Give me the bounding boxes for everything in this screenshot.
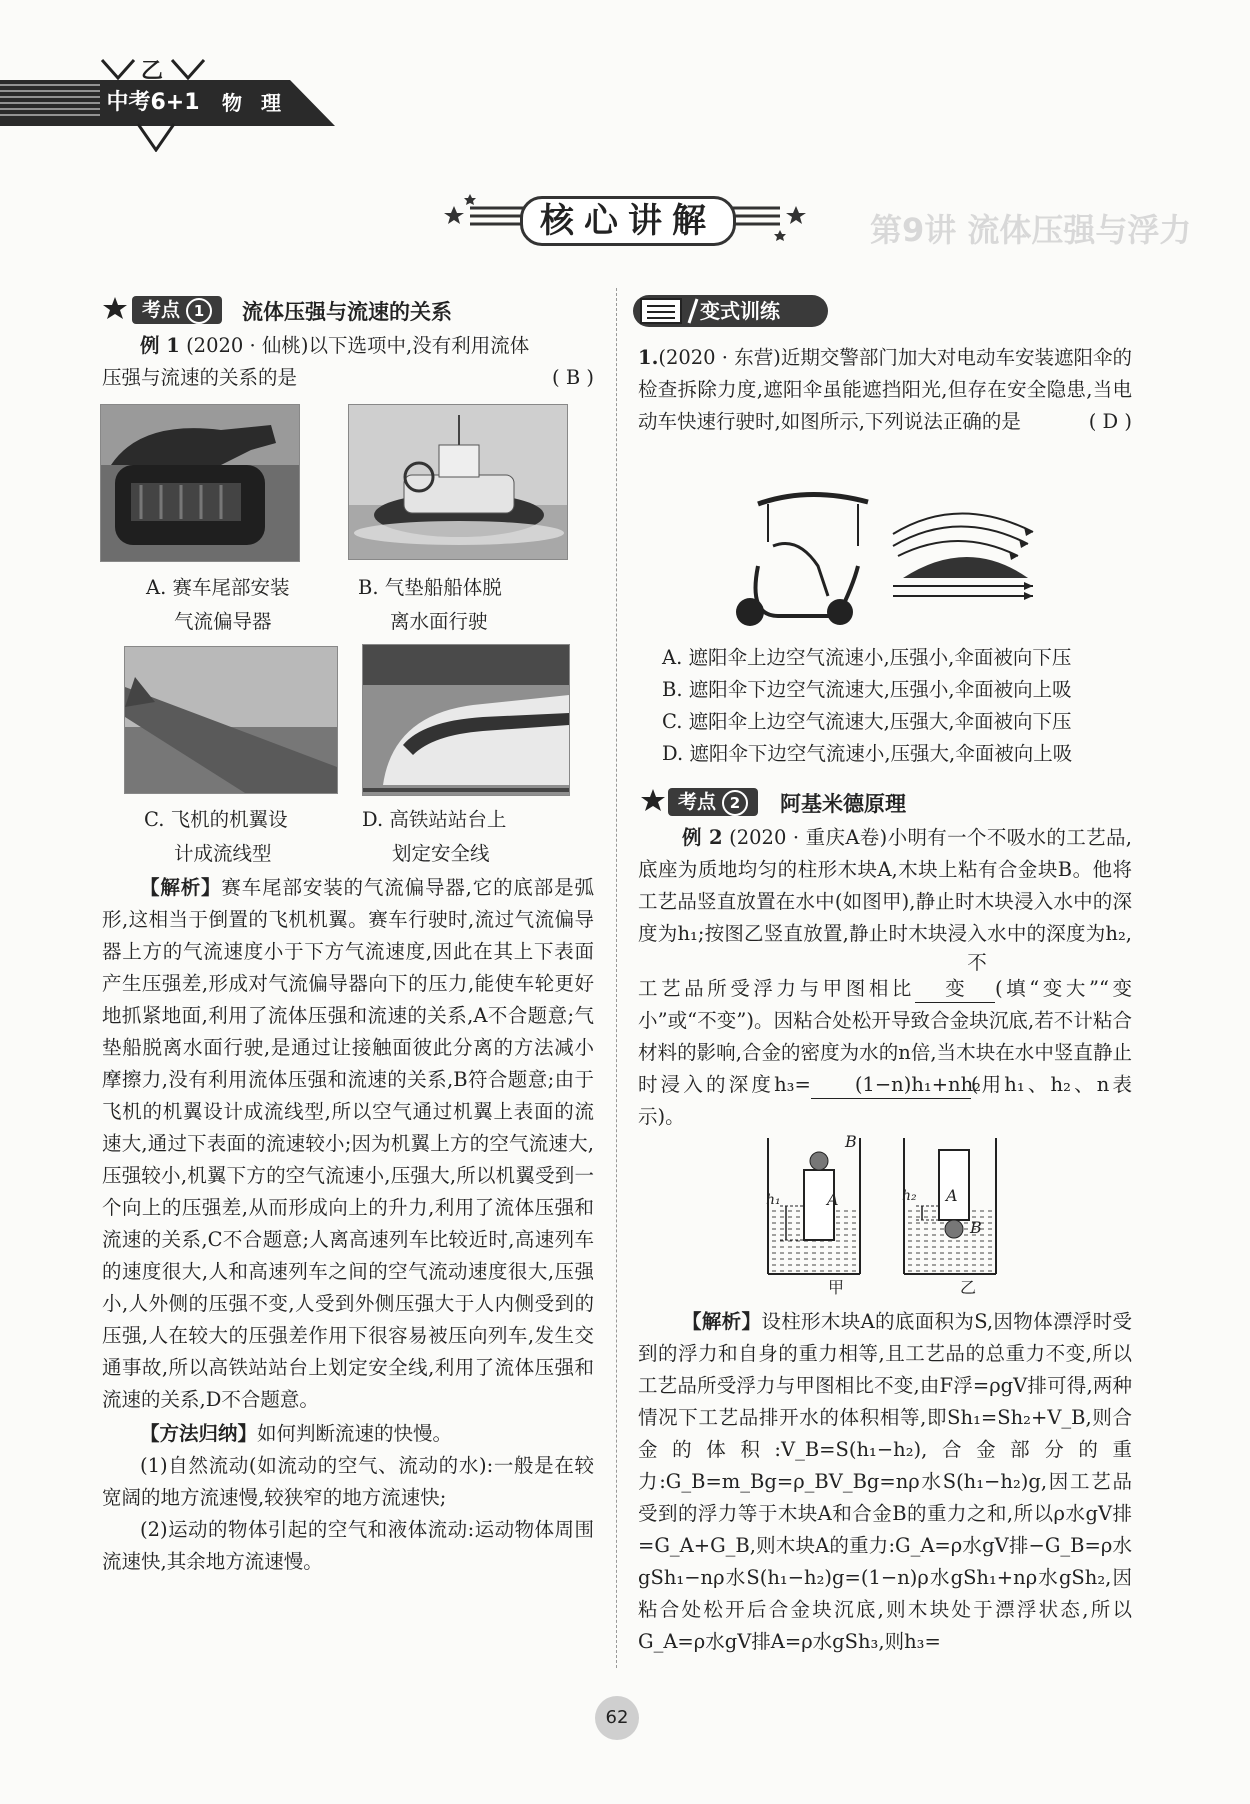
logo-v-icon xyxy=(136,122,176,152)
airplane-wing-photo xyxy=(124,646,338,794)
ex2-stem1: 小明有一个不吸水的工艺品,底座为质地均匀的柱形木块A,木块上粘有合金块B。他将工艺品竖直放置在水中(如图甲),静止时木块浸入水中的深度为h₁;按图乙竖直放置,静止时木块浸入水中的深度为h₂,工艺品所受浮力与甲图相比 xyxy=(638,826,1133,1000)
race-car-photo xyxy=(100,404,300,562)
svg-text:乙: 乙 xyxy=(140,59,164,82)
q1-stem: 近期交警部门加大对电动车安装遮阳伞的检查拆除力度,遮阳伞虽能遮挡阳光,但存在安全隐患,当电动车快速行驶时,如图所示,下列说法正确的是 xyxy=(638,346,1132,433)
kaodian2-tag xyxy=(668,788,758,816)
ex1-source: (2020 · 仙桃) xyxy=(186,334,309,357)
beaker-jia xyxy=(768,1138,860,1274)
analysis1-label: 【解析】 xyxy=(140,876,222,899)
ex2-blank1: 不变 xyxy=(915,950,995,1003)
kaodian-star-icon xyxy=(102,296,128,322)
fig-label-a-yi: A xyxy=(946,1186,958,1205)
q1-option-d: D. 遮阳伞下边空气流速小,压强大,伞面被向上吸 xyxy=(662,742,1073,765)
scooter-umbrella-figure xyxy=(728,486,1068,634)
beaker-yi xyxy=(904,1138,996,1274)
kaodian2-star-icon xyxy=(640,788,666,814)
analysis2-label: 【解析】 xyxy=(682,1310,762,1333)
subject-label: 物 理 xyxy=(222,91,287,115)
ex2-source: (2020 · 重庆A卷) xyxy=(729,826,888,849)
bianshi-label: 变式训练 xyxy=(700,299,780,323)
option-c-line1: C. 飞机的机翼设 xyxy=(144,808,288,831)
analysis2-text: 设柱形木块A的底面积为S,因物体漂浮时受到的浮力和自身的重力相等,且工艺品的总重力不变,所以工艺品所受浮力与甲图相比不变,由F浮=ρgV排可得,两种情况下工艺品排开水的体积相等,即Sh₁=Sh₂+V_B,则合金的体积:V_B=S(h₁−h₂),合金部分的重力:G_B=m_Bg=ρ_BV_Bg=nρ水S(h₁−h₂)g,因工艺品受到的浮力等于木块A和合金B的重力之和,所以ρ水gV排=G_A+G_B,则木块A的重力:G_A=ρ水gV排−G_B=ρ水gSh₁−nρ水S(h₁−h₂)g=(1−n)ρ水gSh₁+nρ水gSh₂,因粘合处松开后合金块沉底,则木块处于漂浮状态,所以G_A=ρ水gV排A=ρ水gSh₃,则h₃= xyxy=(638,1310,1132,1653)
example2 xyxy=(638,822,1132,1133)
fig-label-h2: h₂ xyxy=(902,1188,917,1204)
banner-ghost-text: 第9讲 流体压强与浮力 xyxy=(870,211,1192,249)
option-a-line2: 气流偏导器 xyxy=(174,610,272,633)
option-b-line2: 离水面行驶 xyxy=(390,610,488,633)
q1-option-a: A. 遮阳伞上边空气流速小,压强小,伞面被向下压 xyxy=(662,646,1072,669)
kaodian2-number: 2 xyxy=(722,790,748,816)
option-b-line1: B. 气垫船船体脱 xyxy=(358,576,502,599)
kaodian1-title: 流体压强与流速的关系 xyxy=(242,300,452,324)
logo-chevron-icon xyxy=(100,56,205,82)
method-item-1: (1)自然流动(如流动的空气、流动的水):一般是在较宽阔的地方流速慢,较狭窄的地方流速快; xyxy=(102,1454,594,1509)
question1 xyxy=(638,342,1132,438)
logo-text: 中考6+1 xyxy=(106,90,200,115)
q1-answer: ( D ) xyxy=(1088,410,1132,433)
ex2-stem2: (填“变大”“变小”或“不变”)。因粘合处松开导致合金块沉底,若不计粘合材料的影响,合金的密度为水的n倍,当木块在水中竖直静止时浸入的深度h₃= xyxy=(638,977,1132,1096)
fig-label-b-yi: B xyxy=(970,1218,982,1237)
q1-source: (2020 · 东营) xyxy=(658,346,781,369)
analysis1 xyxy=(102,872,594,1578)
analysis1-text: 赛车尾部安装的气流偏导器,它的底部是弧形,这相当于倒置的飞机机翼。赛车行驶时,流过气流偏导器上方的气流速度小于下方气流速度,因此在其上下表面产生压强差,形成对气流偏导器向下的压力,能使车轮更好地抓紧地面,利用了流体压强和流速的关系,A不合题意;气垫船脱离水面行驶,是通过让接触面彼此分离的方法减小摩擦力,没有利用流体压强和流速的关系,B符合题意;由于飞机的机翼设计成流线型,所以空气通过机翼上表面的流速大,通过下表面的流速较小;因为机翼上方的空气流速大,压强较小,机翼下方的空气流速小,压强大,所以机翼受到一个向上的压强差,从而形成向上的升力,利用了流体压强和流速的关系,C不合题意;人离高速列车比较近时,高速列车的速度很大,人和高速列车之间的空气流动速度很大,压强小,人外侧的压强不变,人受到外侧压强大于人内侧受到的压强,人在较大的压强差作用下很容易被压向列车,发生交通事故,所以高铁站站台上划定安全线,利用了流体压强和流速的关系,D不合题意。 xyxy=(102,876,594,1411)
kaodian2-title: 阿基米德原理 xyxy=(780,792,906,816)
kaodian1-number: 1 xyxy=(186,298,212,324)
column-divider xyxy=(616,288,617,1668)
kaodian1-tag xyxy=(132,296,222,324)
example1 xyxy=(102,330,594,394)
banner-title: 核心讲解 xyxy=(520,196,736,246)
option-d-line1: D. 高铁站站台上 xyxy=(362,808,507,831)
analysis2 xyxy=(638,1306,1132,1658)
q1-option-c: C. 遮阳伞上边空气流速大,压强大,伞面被向下压 xyxy=(662,710,1072,733)
fig-label-h1: h₁ xyxy=(766,1192,781,1208)
kaodian2-tag-label: 考点 xyxy=(678,791,717,813)
ex2-blank2: (1−n)h₁+nh₂ xyxy=(811,1072,971,1099)
q1-options xyxy=(638,642,1132,770)
ex1-answer: ( B ) xyxy=(552,366,594,389)
method-text: 如何判断流速的快慢。 xyxy=(257,1422,453,1445)
ex1-label: 例 1 xyxy=(140,334,180,357)
fig-label-a-jia: A xyxy=(827,1190,839,1209)
option-c-line2: 计成流线型 xyxy=(174,842,272,865)
hovercraft-photo xyxy=(348,404,568,560)
method-label: 【方法归纳】 xyxy=(140,1422,258,1445)
page-number: 62 xyxy=(595,1696,639,1740)
option-a-line1: A. 赛车尾部安装 xyxy=(146,576,290,599)
ex1-stem2: 压强与流速的关系的是 xyxy=(102,366,298,389)
ex2-stem3: (用h₁、h₂、n表示)。 xyxy=(638,1073,1133,1128)
ex1-stem1: 以下选项中,没有利用流体 xyxy=(308,334,530,357)
high-speed-train-photo xyxy=(362,644,570,796)
ex2-label: 例 2 xyxy=(682,826,723,849)
q1-option-b: B. 遮阳伞下边空气流速大,压强小,伞面被向上吸 xyxy=(662,678,1072,701)
option-d-line2: 划定安全线 xyxy=(392,842,490,865)
header-stripes xyxy=(0,84,100,120)
fig-label-b-jia: B xyxy=(845,1132,857,1151)
fig-caption-yi: 乙 xyxy=(960,1278,977,1297)
fig-caption-jia: 甲 xyxy=(828,1278,845,1297)
kaodian1-tag-label: 考点 xyxy=(142,299,181,321)
q1-number: 1. xyxy=(638,346,659,369)
method-item-2: (2)运动的物体引起的空气和液体流动:运动物体周围流速快,其余地方流速慢。 xyxy=(102,1518,594,1573)
